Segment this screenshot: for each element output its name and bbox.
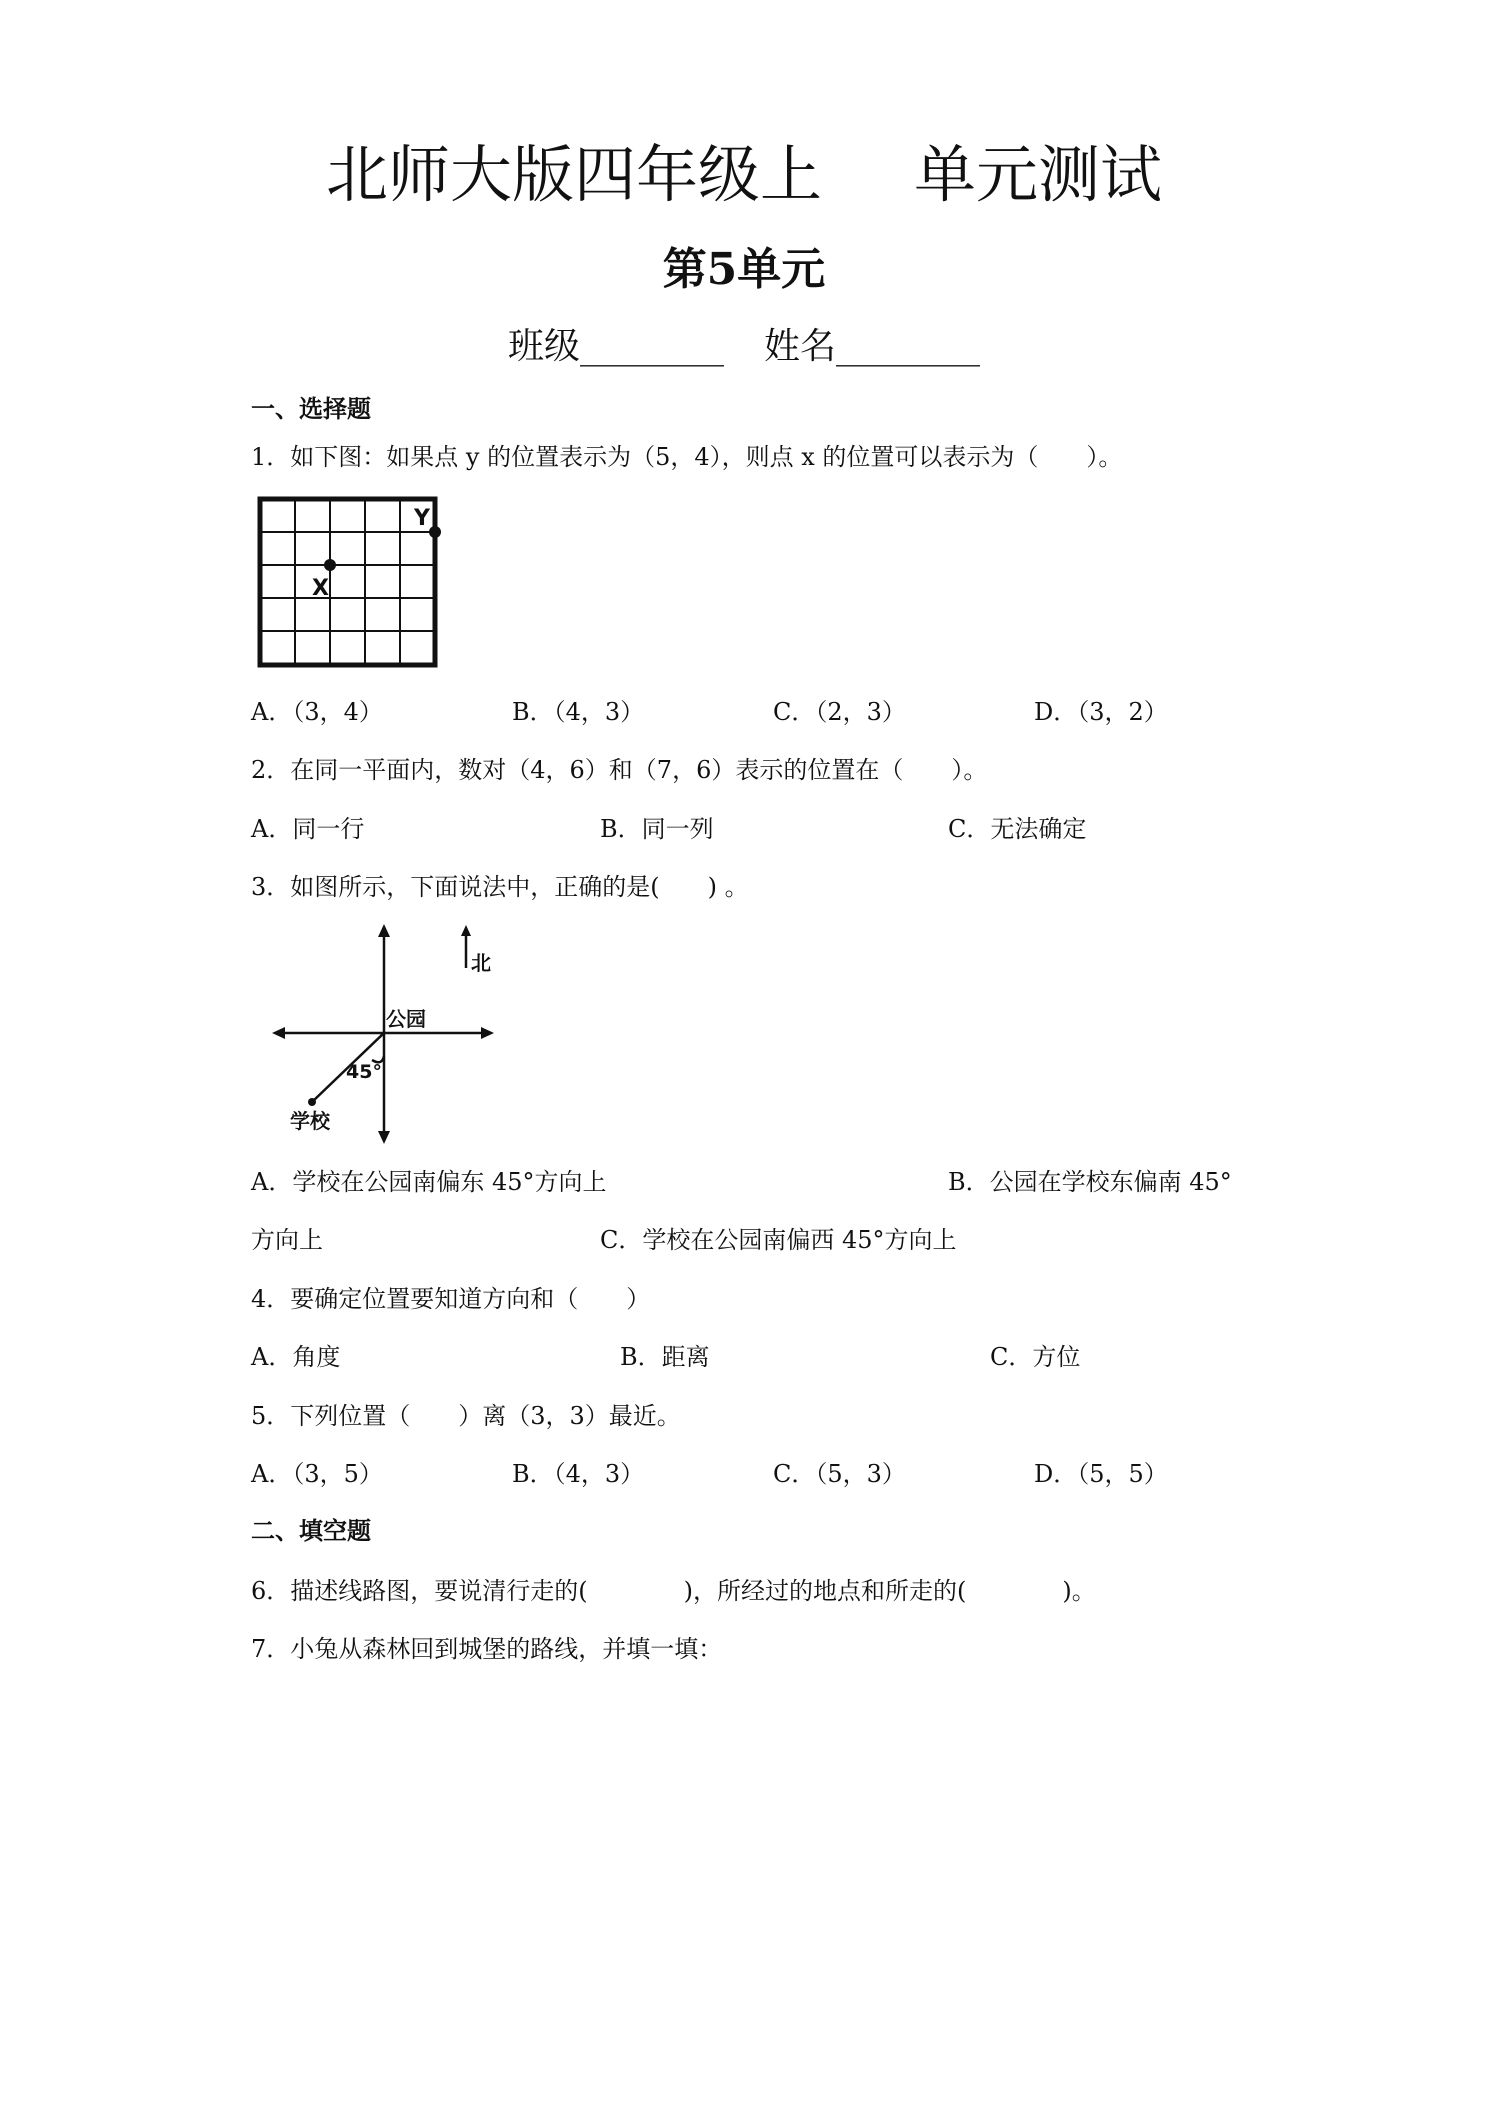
grid-label-y: Y: [414, 506, 430, 531]
class-field: 班级________: [507, 326, 724, 367]
section1-heading: 一、选择题: [251, 394, 371, 423]
q3-option-a: A．学校在公园南偏东 45°方向上: [251, 1168, 607, 1196]
q5-option-d: D．（5，5）: [1034, 1460, 1168, 1488]
point-y: [429, 526, 441, 538]
page-title: [0, 135, 1488, 215]
q4-option-a: A．角度: [251, 1343, 341, 1371]
q4-option-c: C．方位: [990, 1343, 1081, 1371]
q1-stem: 1．如下图：如果点 y 的位置表示为（5，4），则点 x 的位置可以表示为（ ）。: [251, 443, 1123, 471]
q2-option-c: C．无法确定: [948, 815, 1087, 843]
q4-option-b: B．距离: [620, 1343, 710, 1371]
q3-option-b-continued: 方向上: [251, 1226, 323, 1254]
q2-stem: 2．在同一平面内，数对（4，6）和（7，6）表示的位置在（ ）。: [251, 756, 988, 784]
q5-option-c: C．（5，3）: [773, 1460, 906, 1488]
north-label: 北: [471, 951, 491, 975]
q2-option-b: B．同一列: [600, 815, 714, 843]
title-part2: 单元测试: [914, 138, 1163, 211]
q5-stem: 5．下列位置（ ）离（3，3）最近。: [251, 1402, 681, 1430]
q7-stem: 7．小兔从森林回到城堡的路线，并填一填：: [251, 1635, 723, 1663]
q3-option-b: B．公园在学校东偏南 45°: [948, 1168, 1232, 1196]
q5-option-a: A．（3，5）: [251, 1460, 383, 1488]
q3-option-c: C．学校在公园南偏西 45°方向上: [600, 1226, 957, 1254]
unit-subtitle: 第5单元: [662, 244, 826, 295]
student-info-line: [0, 322, 1488, 372]
school-label: 学校: [290, 1109, 330, 1133]
q1-grid-figure: [254, 495, 454, 675]
angle-label: 45°: [346, 1061, 382, 1083]
q5-option-b: B．（4，3）: [512, 1460, 645, 1488]
q2-option-a: A．同一行: [251, 815, 365, 843]
q6-stem: 6．描述线路图，要说清行走的( )，所经过的地点和所走的( )。: [251, 1577, 1096, 1605]
q1-option-d: D．（3，2）: [1034, 698, 1168, 726]
name-field: 姓名________: [764, 326, 981, 367]
q1-option-a: A．（3，4）: [251, 698, 383, 726]
park-label: 公园: [386, 1007, 426, 1031]
title-part1: 北师大版四年级上: [325, 138, 822, 211]
q3-stem: 3．如图所示，下面说法中，正确的是( ) 。: [251, 873, 749, 901]
q4-stem: 4．要确定位置要知道方向和（ ）: [251, 1285, 651, 1313]
point-x: [324, 559, 336, 571]
grid-label-x: X: [312, 576, 329, 601]
q1-option-c: C．（2，3）: [773, 698, 906, 726]
section2-heading: 二、填空题: [251, 1516, 371, 1545]
q3-direction-figure: [270, 920, 500, 1145]
q1-option-b: B．（4，3）: [512, 698, 645, 726]
